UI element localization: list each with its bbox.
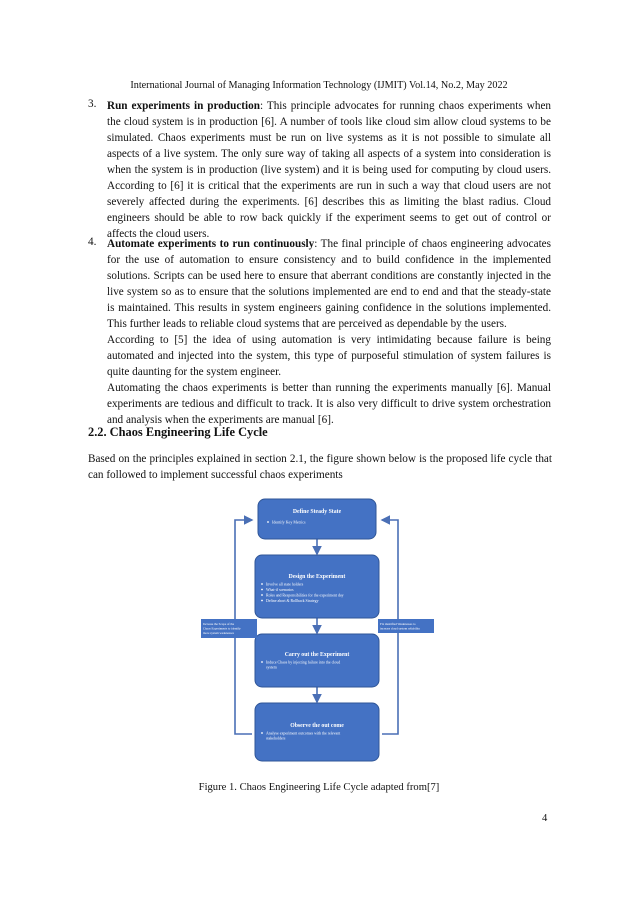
item-line: to end and that the steady-state is maintained. This results in system engineers gaining — [107, 286, 551, 314]
section-heading: 2.2. Chaos Engineering Life Cycle — [88, 425, 268, 439]
bullet-icon — [261, 661, 263, 663]
item-line: orchestration and analysis when the experiments are manual [6]. — [107, 398, 552, 426]
item-line: automated and injected into the system, this type of purposeful stimulation of system failures — [107, 350, 540, 362]
box-bullet: Analyse experiment outcomes with the relevant — [266, 731, 341, 736]
item-number: 3. — [88, 98, 97, 110]
body-line: Based on the principles explained in section 2.1, the figure shown below is the proposed life — [88, 453, 506, 465]
item-line: systems to be simulated. Chaos experiments must be run on live systems as it is not possible — [107, 116, 551, 144]
box-observe-outcome — [255, 703, 379, 761]
item-first-line: : This principle advocates for running chaos experiments — [259, 100, 523, 112]
item-title: Automate experiments to run continuously — [107, 238, 315, 250]
body-line: cycle that can followed to implement successful chaos experiments — [88, 453, 553, 481]
box-title: Design the Experiment — [288, 574, 346, 580]
note-fix-weaknesses — [378, 619, 434, 633]
item-line: is quite daunting for the system engineer. — [107, 350, 552, 378]
box-title: Observe the out come — [290, 723, 344, 729]
item-line: Manual experiments are tedious and difficult to track. It is also very difficult to drive system — [107, 382, 552, 410]
box-bullet: Identify Key Metrics — [272, 519, 306, 525]
item-line: into consideration is when the system is in production (live system) and it is being used for — [107, 148, 552, 176]
note-line: Increase the Scope of the — [203, 622, 235, 626]
figure-caption: Figure 1. Chaos Engineering Life Cycle adapted from[7] — [198, 782, 440, 793]
box-title: Define Steady State — [292, 509, 342, 515]
bullet-icon — [261, 583, 263, 585]
bullet-icon — [261, 594, 263, 596]
item-first-line: : The final principle of chaos engineering — [314, 238, 504, 250]
note-increase-scope — [201, 619, 257, 638]
item-line: perceived as dependable by the users. — [338, 318, 507, 330]
bullet-icon — [261, 589, 263, 591]
item-line: confidence in the solutions implemented. This further leads to reliable cloud systems that are — [107, 302, 551, 330]
page-number: 4 — [542, 813, 548, 824]
box-design-experiment — [255, 555, 379, 618]
box-title: Carry out the Experiment — [284, 652, 350, 658]
box-define-steady-state — [258, 499, 376, 539]
item-line: to simulate all aspects of a live system. The only sure way of taking all aspects of a system — [107, 132, 551, 160]
box-bullet: Define abort & Rollback Strategy — [266, 598, 319, 603]
item-line: implemented solutions. Scripts can be used here to ensure that aberrant conditions are — [107, 254, 552, 282]
box-bullet: system — [266, 665, 277, 670]
item-number: 4. — [88, 236, 97, 248]
item-line: constantly injected in the live system so as to ensure that the solutions implemented are end — [107, 270, 551, 298]
box-bullet: Involve all state holders — [266, 582, 304, 587]
note-line: more system weaknesses — [203, 631, 234, 635]
item-line: According to [5] the idea of using automation is very intimidating because failure is being — [107, 334, 551, 346]
bullet-icon — [267, 521, 269, 523]
note-line: Fix identified Weaknesses to — [380, 622, 416, 626]
box-bullet: stakeholders — [266, 736, 286, 741]
item-line: way that cloud users are not severely affected during the experiments. [6] describes this as — [107, 180, 552, 208]
note-line: increase cloud system reliability — [380, 626, 420, 631]
item-line: Automating the chaos experiments is better than running the experiments manually [6]. — [107, 382, 513, 394]
item-line: advocates for the use of automation to ensure consistency and to build confidence in the — [107, 238, 551, 266]
box-bullet: Induce Chaos by injecting failure into the cloud — [266, 660, 341, 665]
item-line: experiment seems to get out of control or affects the cloud users. — [107, 212, 551, 240]
box-carry-out-experiment — [255, 634, 379, 687]
item-line: limiting the blast radius. Cloud engineers should be able to row back quickly if the — [107, 196, 552, 224]
bullet-icon — [261, 600, 263, 602]
item-line: computing by cloud users. According to [6] it is critical that the experiments are run in such a — [107, 164, 552, 192]
bullet-icon — [261, 732, 263, 734]
journal-header: International Journal of Managing Information Technology (IJMIT) Vol.14, No.2, May 2022 — [130, 80, 508, 91]
box-bullet: What-if scenarios — [266, 587, 294, 592]
box-bullet: Roles and Responsibilities for the experiment day — [266, 593, 344, 598]
item-line: when the cloud system is in production [6]. A number of tools like cloud sim allow cloud — [107, 100, 551, 128]
item-title: Run experiments in production — [107, 100, 260, 112]
note-line: Chaos Experiments to identify — [203, 626, 241, 631]
